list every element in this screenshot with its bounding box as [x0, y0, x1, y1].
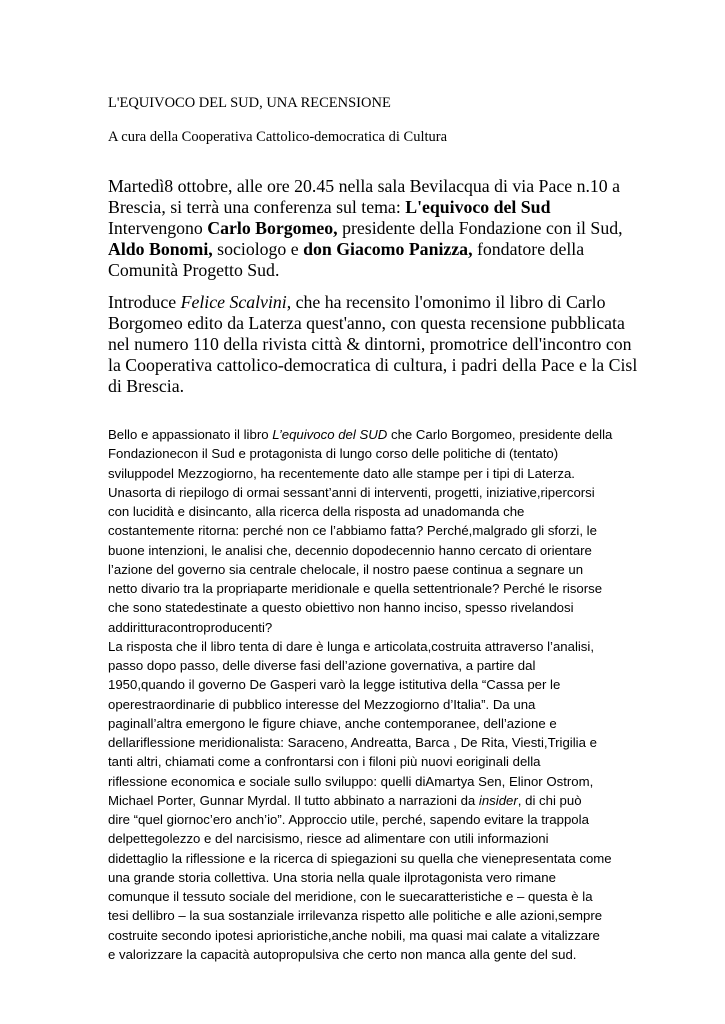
review-text: che Carlo Borgomeo, presidente della: [387, 427, 613, 442]
announcement-text: Brescia, si terrà una conferenza sul tema:: [108, 197, 406, 217]
review-line: netto divario tra la propriaparte meridionale e quella settentrionale? Perché le risorse: [108, 581, 603, 596]
review-line: buone intenzioni, le analisi che, decennio dopodecennio hanno cercato di orientare: [108, 542, 592, 558]
review-line: dellariflessione meridionalista: Saraceno, Andreatta, Barca , De Rita, Viesti,Trigilia e: [108, 735, 597, 750]
intro-line: [108, 292, 628, 313]
review-line: La risposta che il libro tenta di dare è lunga e articolata,costruita attraverso l’analisi,: [108, 638, 594, 654]
review-line: paginall’altra emergono le figure chiave, anche contemporanee, dell’azione e: [108, 715, 557, 731]
emphasis-text: insider: [478, 792, 518, 808]
intro-line: di Brescia.: [108, 376, 185, 396]
review-line: 1950,quando il governo De Gasperi varò la legge istitutiva della “Cassa per le: [108, 677, 561, 693]
conference-topic: L'equivoco del Sud: [405, 197, 551, 217]
review-line: comunque il tessuto sociale del meridione, con le suecaratteristiche e – questa è la: [108, 889, 593, 904]
speaker-name: Aldo Bonomi,: [108, 239, 213, 259]
reviewer-name: Felice Scalvini: [180, 292, 287, 312]
review-line: costruite secondo ipotesi aprioristiche,anche nobili, ma quasi mai calate a vitalizzare: [108, 927, 600, 943]
review-line: passo dopo passo, delle diverse fasi dell’azione governativa, a partire dal: [108, 658, 536, 673]
announcement-text: presidente della Fondazione con il Sud,: [337, 218, 623, 238]
intro-line: nel numero 110 della rivista città & dintorni, promotrice dell'incontro con: [108, 334, 632, 354]
review-line: costantemente ritorna: perché non ce l’abbiamo fatta? Perché,malgrado gli sforzi, le: [108, 523, 597, 539]
review-line: Fondazionecon il Sud e protagonista di lungo corso delle politiche di (tentato): [108, 446, 559, 462]
review-text: Michael Porter, Gunnar Myrdal. Il tutto abbinato a narrazioni da: [108, 792, 479, 808]
intro-text: Introduce: [108, 292, 181, 312]
review-line: operestraordinarie di pubblico interesse del Mezzogiorno d’Italia”. Da una: [108, 696, 536, 712]
announcement-line: Comunità Progetto Sud.: [108, 260, 280, 280]
announcement-text: sociologo e: [212, 239, 304, 259]
intro-line: Borgomeo edito da Laterza quest'anno, con questa recensione pubblicata: [108, 313, 625, 333]
review-text: Bello e appassionato il libro: [108, 427, 273, 442]
speaker-name: don Giacomo Panizza,: [303, 239, 473, 259]
announcement-text: Intervengono: [108, 218, 208, 238]
announcement-line: [108, 239, 628, 260]
speaker-name: Carlo Borgomeo,: [207, 218, 338, 238]
intro-line: la Cooperativa cattolico-democratica di cultura, i padri della Pace e la Cisl: [108, 355, 638, 375]
review-line: e valorizzare la capacità autopropulsiva che certo non manca alla gente del sud.: [108, 946, 577, 962]
review-body: [108, 425, 620, 964]
book-title: L’equivoco del SUD: [272, 427, 388, 442]
review-line: addiritturacontroproducenti?: [108, 619, 273, 635]
review-line: [108, 791, 620, 810]
review-line: sviluppodel Mezzogiorno, ha recentemente dato alle stampe per i tipi di Laterza.: [108, 465, 575, 481]
announcement-line: [108, 197, 628, 218]
review-line: riflessione economica e sociale sullo sviluppo: quelli diAmartya Sen, Elinor Ostrom,: [108, 773, 594, 789]
review-line: che sono statedestinate a questo obiettivo non hanno inciso, spesso rivelandosi: [108, 600, 574, 616]
review-line: didettaglio la riflessione e la ricerca di spiegazioni su quella che vienepresentata come: [108, 850, 612, 866]
review-line: con lucidità e disincanto, alla ricerca della risposta ad unadomanda che: [108, 504, 525, 519]
review-line: tesi dellibro – la sua sostanziale irrilevanza rispetto alle politiche e alle azioni,sempre: [108, 908, 603, 924]
review-line: Unasorta di riepilogo di ormai sessant’anni di interventi, progetti, iniziative,ripercorsi: [108, 484, 595, 500]
review-line: l’azione del governo sia centrale chelocale, il nostro paese continua a segnare un: [108, 561, 584, 577]
announcement-paragraph: [108, 176, 628, 281]
review-text: , di chi può: [517, 792, 582, 808]
review-line: tanti altri, chiamati come a confrontarsi con i filoni più nuovi eoriginali della: [108, 754, 541, 770]
announcement-line: [108, 218, 628, 239]
review-line: dire “quel giornoc’ero anch’io”. Approccio utile, perché, sapendo evitare la trappola: [108, 812, 589, 827]
intro-paragraph: [108, 292, 638, 397]
review-line: una grande storia collettiva. Una storia nella quale ilprotagonista vero rimane: [108, 869, 556, 885]
review-line: [108, 425, 620, 444]
review-line: delpettegolezzo e del narcisismo, riesce ad alimentare con utili informazioni: [108, 831, 549, 847]
page-title: L'EQUIVOCO DEL SUD, UNA RECENSIONE: [108, 95, 391, 111]
announcement-text: fondatore della: [472, 239, 585, 259]
intro-text: , che ha recensito l'omonimo il libro di Carlo: [286, 292, 606, 312]
announcement-line: Martedì8 ottobre, alle ore 20.45 nella sala Bevilacqua di via Pace n.10 a: [108, 176, 621, 196]
page-subtitle: A cura della Cooperativa Cattolico-democratica di Cultura: [108, 129, 448, 145]
